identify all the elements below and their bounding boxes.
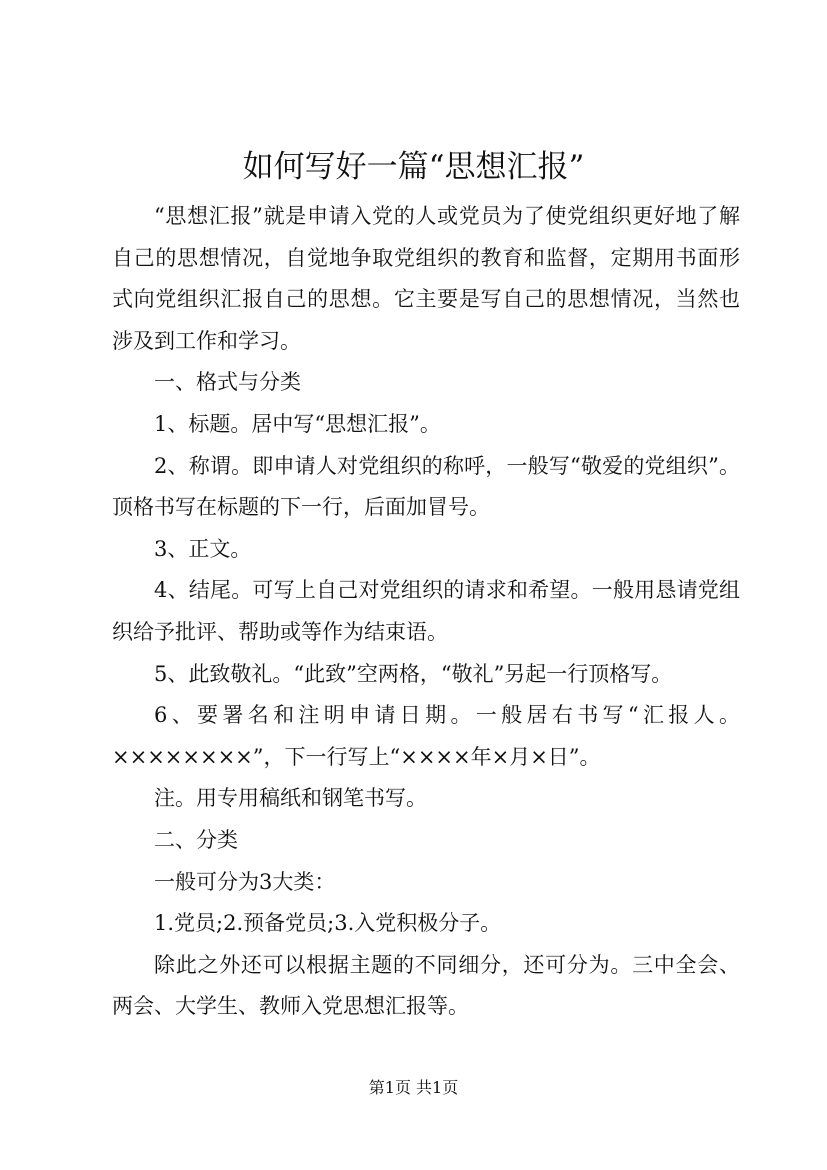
paragraph-ending-rule: 4、结尾。可写上自己对党组织的请求和希望。一般用恳请党组织给予批评、帮助或等作为结束语。 [112, 578, 740, 644]
page-number-footer: 第1页 共1页 [368, 1078, 459, 1097]
paragraph-salutation-rule: 2、称谓。即申请人对党组织的称呼，一般写“敬爱的党组织”。顶格书写在标题的下一行，后面加冒号。 [112, 453, 740, 520]
paragraph-category-list: 1.党员;2.预备党员;3.入党积极分子。 [154, 911, 502, 936]
paragraph-body-rule: 3、正文。 [154, 536, 252, 561]
document-title: 如何写好一篇“思想汇报” [242, 149, 585, 185]
paragraph-title-rule: 1、标题。居中写“思想汇报”。 [154, 411, 441, 436]
section-heading-classification: 二、分类 [154, 827, 238, 852]
paragraph-subcategories: 除此之外还可以根据主题的不同细分，还可分为。三中全会、两会、大学生、教师入党思想汇报等。 [112, 952, 740, 1019]
document-body [112, 196, 740, 1028]
paragraph-closing-rule: 5、此致敬礼。“此致”空两格，“敬礼”另起一行顶格写。 [154, 661, 673, 686]
paragraph-intro: “思想汇报”就是申请入党的人或党员为了使党组织更好地了解自己的思想情况，自觉地争取党组织的教育和监督，定期用书面形式向党组织汇报自己的思想。它主要是写自己的思想情况，当然也涉及到工作和学习。 [112, 204, 740, 353]
paragraph-category-count: 一般可分为3大类： [154, 869, 336, 894]
paragraph-signature-rule: 6、要署名和注明申请日期。一般居右书写“汇报人。××××××××”，下一行写上“××××年×月×日”。 [112, 703, 740, 769]
paragraph-note: 注。用专用稿纸和钢笔书写。 [154, 786, 427, 811]
section-heading-format: 一、格式与分类 [154, 370, 301, 395]
